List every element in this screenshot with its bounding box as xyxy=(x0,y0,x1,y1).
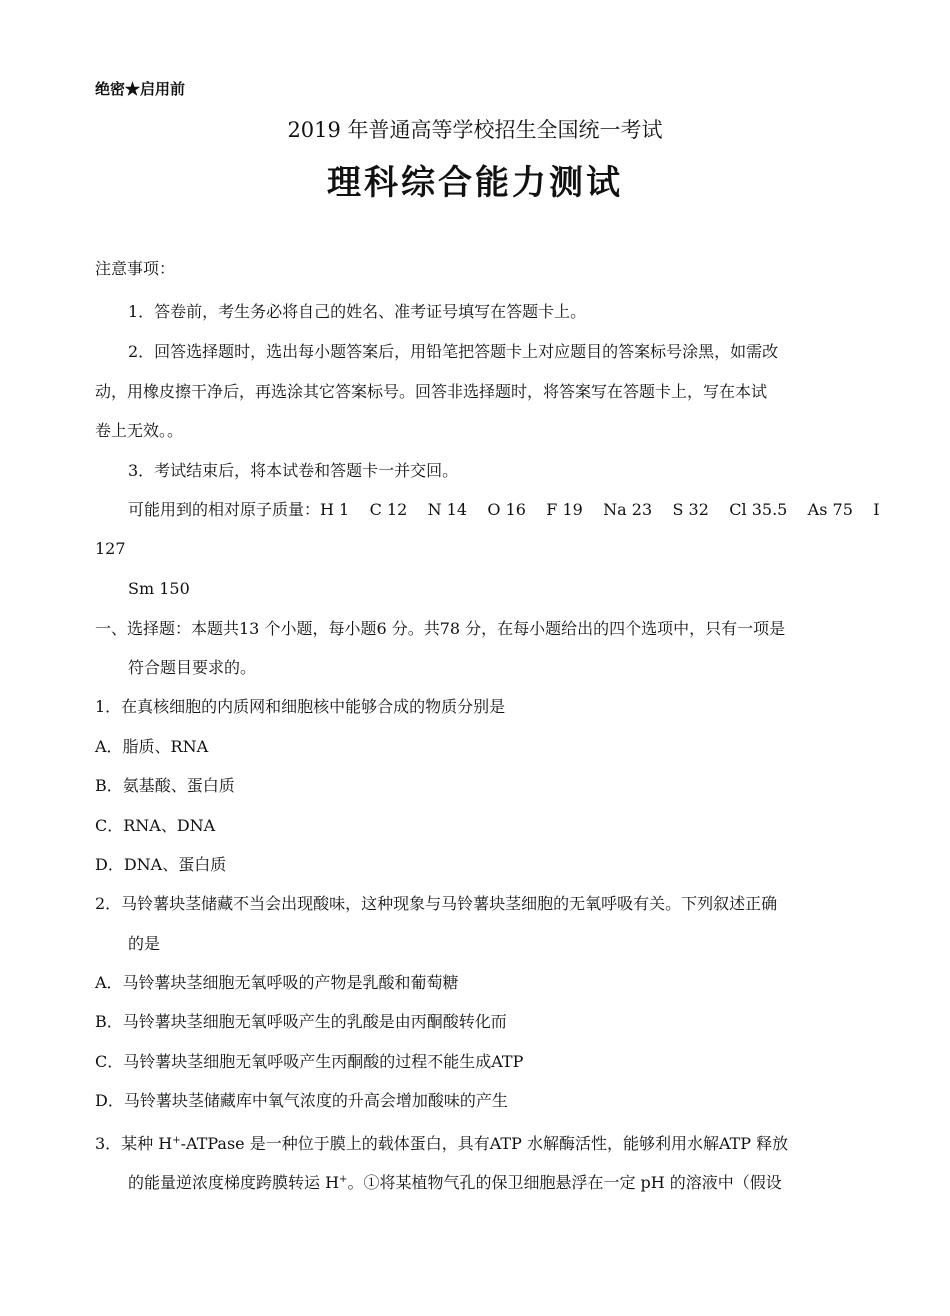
section-1-heading-line-2: 符合题目要求的。 xyxy=(128,658,257,677)
note-item-3: 3．考试结束后，将本试卷和答题卡一并交回。 xyxy=(128,461,459,480)
question-2-option-d: D．马铃薯块茎储藏库中氧气浓度的升高会增加酸味的产生 xyxy=(95,1091,508,1110)
question-1-option-b: B．氨基酸、蛋白质 xyxy=(95,776,235,795)
q3-line2-part-b: 。①将某植物气孔的保卫细胞悬浮在一定 pH 的溶液中（假设 xyxy=(347,1173,782,1192)
question-1-option-c: C．RNA、DNA xyxy=(95,816,216,835)
question-2-option-c: C．马铃薯块茎细胞无氧呼吸产生丙酮酸的过程不能生成ATP xyxy=(95,1052,524,1071)
section-1-heading-line-1: 一、选择题：本题共13 个小题，每小题6 分。共78 分，在每小题给出的四个选项中，只有一项是 xyxy=(95,619,786,638)
note-item-2-line-1: 2．回答选择题时，选出每小题答案后，用铅笔把答题卡上对应题目的答案标号涂黑，如需改 xyxy=(128,342,779,361)
question-1-option-a: A．脂质、RNA xyxy=(95,737,209,756)
question-3-stem-line-2 xyxy=(128,1170,782,1193)
confidential-label: 绝密★启用前 xyxy=(95,80,186,98)
subject-title: 理科综合能力测试 xyxy=(327,163,623,203)
note-item-2-line-2: 动，用橡皮擦干净后，再选涂其它答案标号。回答非选择题时，将答案写在答题卡上，写在本试 xyxy=(95,382,768,401)
note-item-1: 1．答卷前，考生务必将自己的姓名、准考证号填写在答题卡上。 xyxy=(128,302,587,321)
question-2-option-b: B．马铃薯块茎细胞无氧呼吸产生的乳酸是由丙酮酸转化而 xyxy=(95,1012,507,1031)
question-1-stem: 1．在真核细胞的内质网和细胞核中能够合成的物质分别是 xyxy=(95,697,506,716)
question-2-stem-line-2: 的是 xyxy=(128,934,161,953)
q3-line1-part-a: 3．某种 H xyxy=(95,1134,173,1153)
exam-title: 2019 年普通高等学校招生全国统一考试 xyxy=(287,118,663,142)
question-2-option-a: A．马铃薯块茎细胞无氧呼吸的产物是乳酸和葡萄糖 xyxy=(95,973,459,992)
question-3-stem-line-1 xyxy=(95,1131,788,1154)
q3-line1-part-b: -ATPase 是一种位于膜上的载体蛋白，具有ATP 水解酶活性，能够利用水解ATP 释放 xyxy=(180,1134,789,1153)
q3-line2-part-a: 的能量逆浓度梯度跨膜转运 H xyxy=(128,1173,340,1192)
q3-line1-superscript: + xyxy=(172,1135,181,1146)
notes-heading: 注意事项： xyxy=(95,259,176,278)
atomic-masses-line-2: 127 xyxy=(95,539,126,558)
atomic-masses-line-1: 可能用到的相对原子质量：H 1 C 12 N 14 O 16 F 19 Na 23 S 32 Cl 35.5 As 75 I xyxy=(128,500,880,519)
note-item-2-line-3: 卷上无效。。 xyxy=(95,421,184,440)
question-1-option-d: D．DNA、蛋白质 xyxy=(95,855,227,874)
q3-line2-superscript: + xyxy=(339,1174,348,1185)
atomic-masses-line-3: Sm 150 xyxy=(128,579,190,598)
question-2-stem-line-1: 2．马铃薯块茎储藏不当会出现酸味，这种现象与马铃薯块茎细胞的无氧呼吸有关。下列叙述正确 xyxy=(95,894,778,913)
